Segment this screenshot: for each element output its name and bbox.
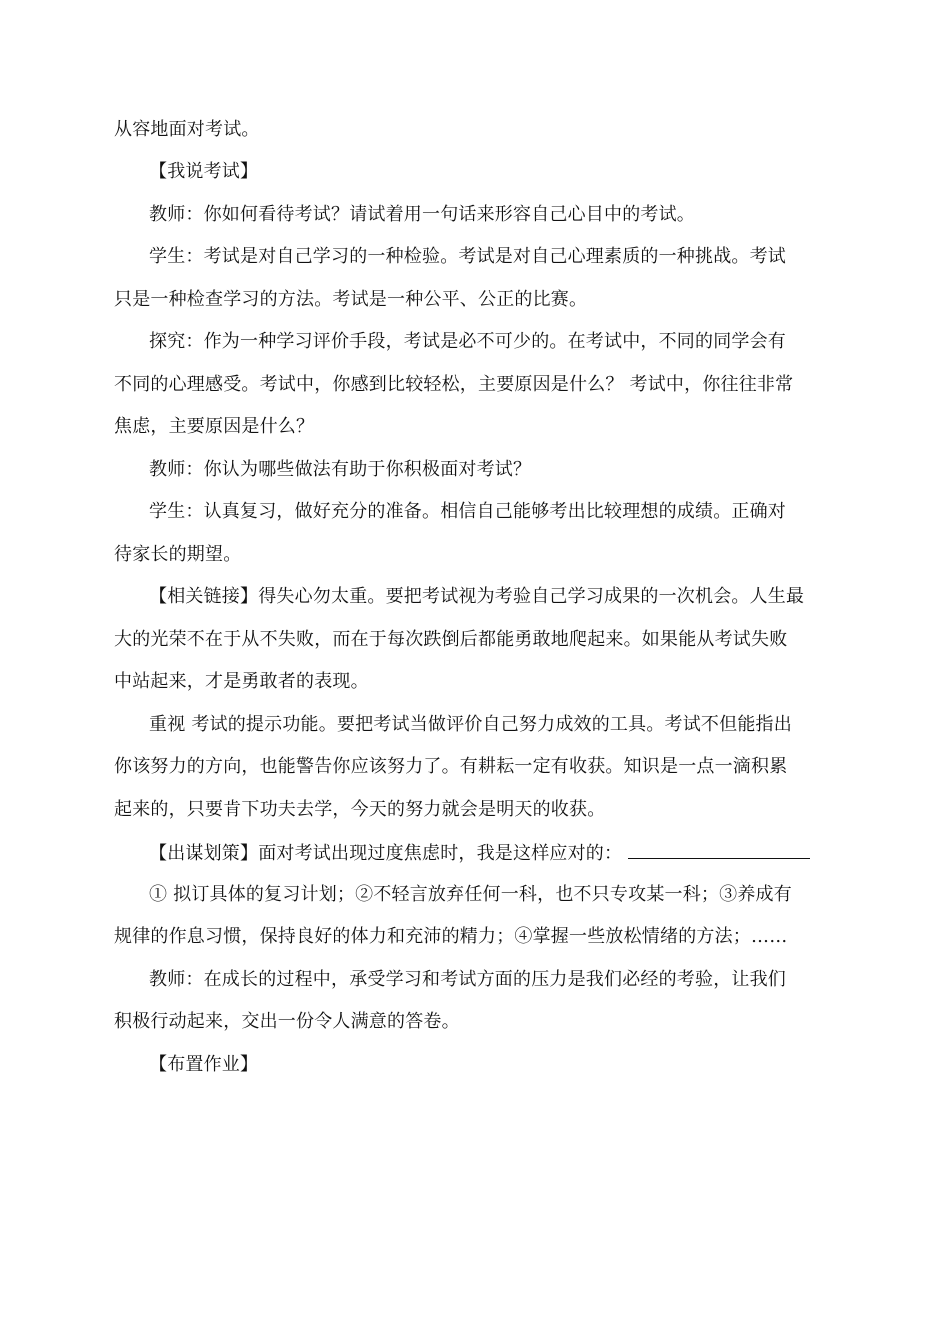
text-line: 大的光荣不在于从不失败，而在于每次跌倒后都能勇敢地爬起来。如果能从考试失败 (114, 629, 788, 650)
section-heading: 【我说考试】 (149, 161, 259, 182)
text-line: 规律的作息习惯，保持良好的体力和充沛的精力；④掌握一些放松情绪的方法；…… (114, 926, 788, 947)
text-line: 从容地面对考试。 (114, 119, 260, 140)
text-line: 待家长的期望。 (114, 544, 242, 565)
answer-blank (628, 840, 810, 859)
text-line: 起来的，只要肯下功夫去学，今天的努力就会是明天的收获。 (114, 799, 606, 820)
text-line-with-blank (149, 840, 810, 866)
text-line: 你该努力的方向，也能警告你应该努力了。有耕耘一定有收获。知识是一点一滴积累 (114, 756, 788, 777)
text-line: 教师：在成长的过程中，承受学习和考试方面的压力是我们必经的考验，让我们 (149, 969, 786, 990)
text-line: ① 拟订具体的复习计划；②不轻言放弃任何一科，也不只专攻某一科；③养成有 (149, 884, 792, 905)
text-line: 【相关链接】得失心勿太重。要把考试视为考验自己学习成果的一次机会。人生最 (149, 586, 805, 607)
text-line: 中站起来，才是勇敢者的表现。 (114, 671, 369, 692)
text-line: 教师：你认为哪些做法有助于你积极面对考试？ (149, 459, 532, 480)
text-line: 只是一种检查学习的方法。考试是一种公平、公正的比赛。 (114, 289, 588, 310)
text-line: 重视 考试的提示功能。要把考试当做评价自己努力成效的工具。考试不但能指出 (149, 714, 792, 735)
text-line: 学生：认真复习，做好充分的准备。相信自己能够考出比较理想的成绩。正确对 (149, 501, 786, 522)
text-line: 积极行动起来，交出一份令人满意的答卷。 (114, 1011, 460, 1032)
text-line: 教师：你如何看待考试？请试着用一句话来形容自己心目中的考试。 (149, 204, 695, 225)
text-line: 焦虑，主要原因是什么？ (114, 416, 315, 437)
text-line: 探究：作为一种学习评价手段，考试是必不可少的。在考试中，不同的同学会有 (149, 331, 786, 352)
text-line: 不同的心理感受。考试中，你感到比较轻松，主要原因是什么？ 考试中，你往往非常 (114, 374, 794, 395)
text-line: 学生：考试是对自己学习的一种检验。考试是对自己心理素质的一种挑战。考试 (149, 246, 786, 267)
text-line: 【出谋划策】面对考试出现过度焦虑时，我是这样应对的： (149, 843, 623, 864)
section-heading: 【布置作业】 (149, 1054, 259, 1075)
